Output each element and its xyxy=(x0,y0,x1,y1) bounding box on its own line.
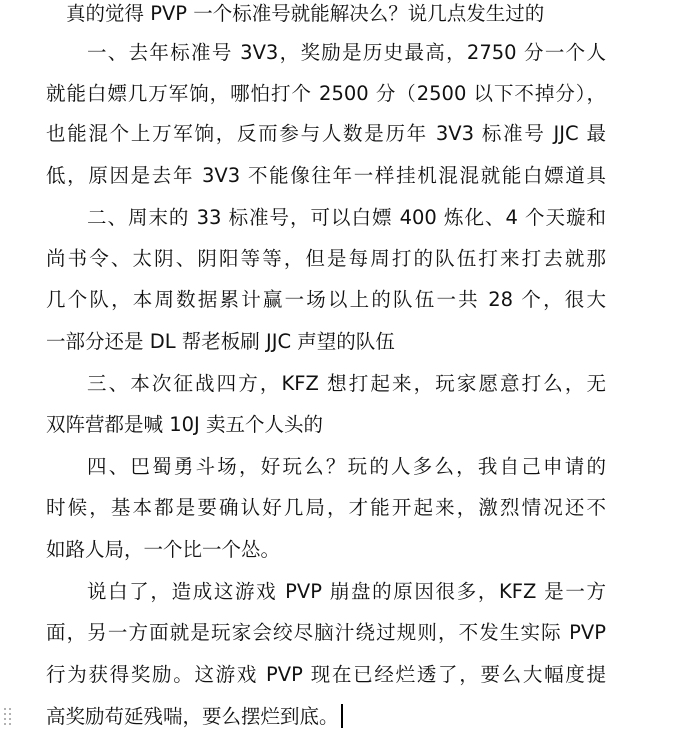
drag-handle-icon[interactable] xyxy=(4,708,14,728)
text-cursor xyxy=(341,704,343,728)
paragraph-line: 真的觉得 PVP 一个标准号就能解决么？说几点发生过的 xyxy=(66,2,545,25)
paragraph-line: 行为获得奖励。这游戏 PVP 现在已经烂透了，要么大幅度提 xyxy=(46,663,606,686)
paragraph-line: 低，原因是去年 3V3 不能像往年一样挂机混混就能白嫖道具 xyxy=(46,164,606,187)
paragraph-line: 如路人局，一个比一个怂。 xyxy=(46,538,281,561)
paragraph-line: 二、周末的 33 标准号，可以白嫖 400 炼化、4 个天璇和 xyxy=(87,206,606,229)
paragraph-line: 四、巴蜀勇斗场，好玩么？玩的人多么，我自己申请的 xyxy=(87,455,606,478)
paragraph-line: 也能混个上万军饷，反而参与人数是历年 3V3 标准号 JJC 最 xyxy=(46,122,606,145)
paragraph-line-with-cursor[interactable] xyxy=(46,704,606,729)
paragraph-line: 面，另一方面就是玩家会绞尽脑汁绕过规则，不发生实际 PVP xyxy=(46,621,606,644)
paragraph-line: 一、去年标准号 3V3，奖励是历史最高，2750 分一个人 xyxy=(87,41,606,64)
paragraph-line: 说白了，造成这游戏 PVP 崩盘的原因很多，KFZ 是一方 xyxy=(87,580,606,603)
paragraph-line-text: 高奖励苟延残喘，要么摆烂到底。 xyxy=(46,705,339,728)
paragraph-line: 几个队，本周数据累计赢一场以上的队伍一共 28 个，很大 xyxy=(46,288,606,311)
paragraph-line: 尚书令、太阴、阴阳等等，但是每周打的队伍打来打去就那 xyxy=(46,247,606,270)
paragraph-line: 三、本次征战四方，KFZ 想打起来，玩家愿意打么，无 xyxy=(87,372,606,395)
paragraph-line: 时候，基本都是要确认好几局，才能开起来，激烈情况还不 xyxy=(46,496,606,519)
paragraph-line: 双阵营都是喊 10J 卖五个人头的 xyxy=(46,413,323,436)
paragraph-line: 一部分还是 DL 帮老板刷 JJC 声望的队伍 xyxy=(46,330,395,353)
paragraph-line: 就能白嫖几万军饷，哪怕打个 2500 分（2500 以下不掉分）， xyxy=(46,82,606,105)
